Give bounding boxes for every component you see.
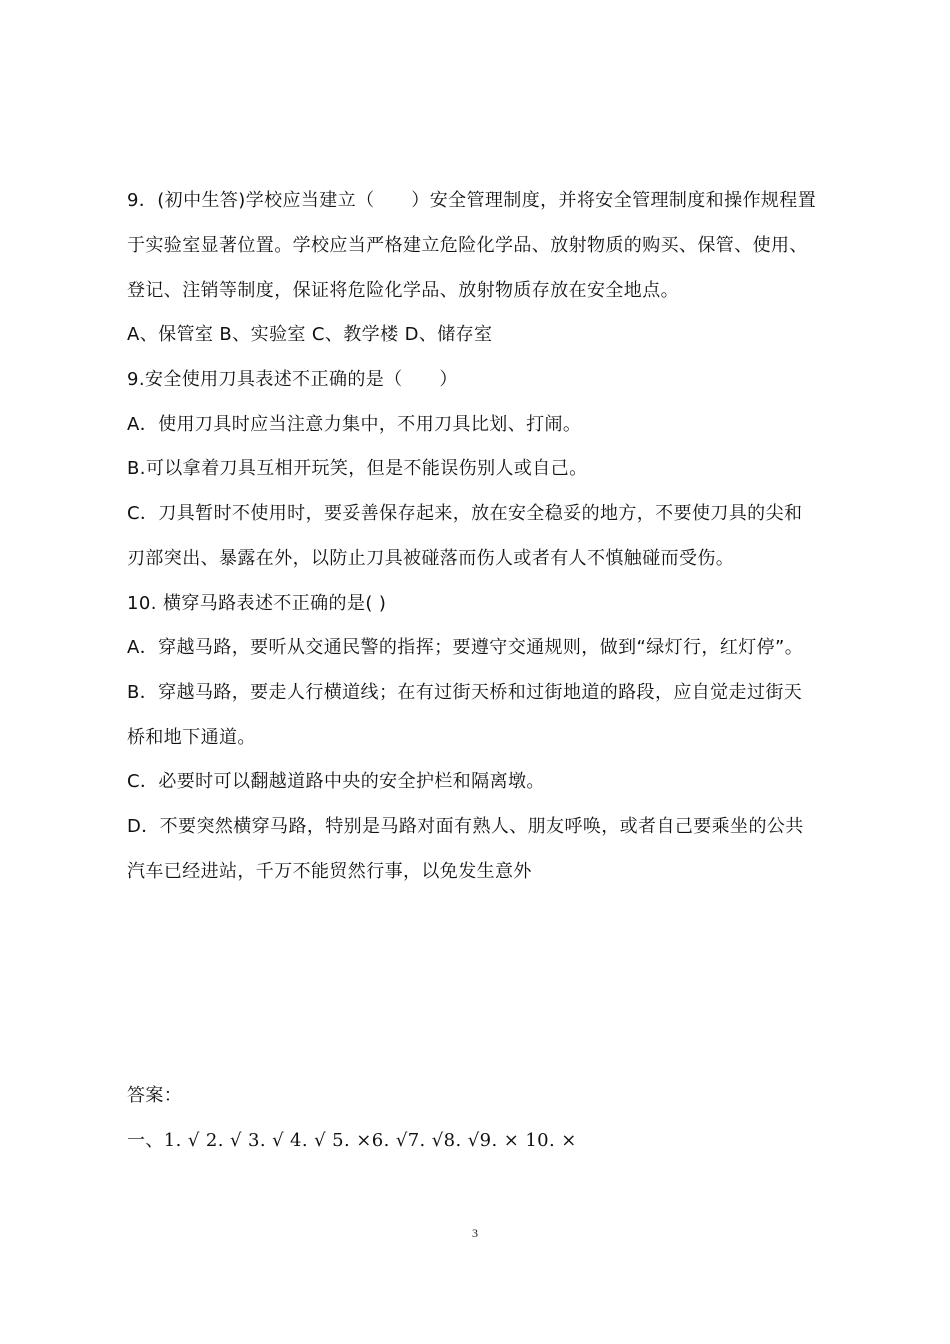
answers-line: 一、1. √ 2. √ 3. √ 4. √ 5. ×6. √7. √8. √9. × 10. × [127,1130,577,1151]
question-9b-option-a: A．使用刀具时应当注意力集中，不用刀具比划、打闹。 [127,414,582,435]
question-9a-line-1: 9．(初中生答)学校应当建立（ ）安全管理制度，并将安全管理制度和操作规程置 [127,190,817,211]
answers-heading: 答案： [127,1085,183,1106]
page-number: 3 [472,1226,478,1240]
question-10-option-d-line-1: D．不要突然横穿马路，特别是马路对面有熟人、朋友呼唤，或者自己要乘坐的公共 [127,816,804,837]
question-9a-line-2: 于实验室显著位置。学校应当严格建立危险化学品、放射物质的购买、保管、使用、 [127,235,808,256]
question-9a-options: A、保管室 B、实验室 C、教学楼 D、储存室 [127,324,493,345]
question-10-option-a: A．穿越马路，要听从交通民警的指挥；要遵守交通规则，做到“绿灯行，红灯停”。 [127,637,804,658]
question-10-option-b-line-1: B．穿越马路，要走人行横道线；在有过街天桥和过街地道的路段，应自觉走过街天 [127,682,803,703]
question-9b-stem: 9.安全使用刀具表述不正确的是（ ） [127,369,458,390]
question-10-option-b-line-2: 桥和地下通道。 [127,727,256,748]
question-9b-option-c-line-2: 刃部突出、暴露在外，以防止刀具被碰落而伤人或者有人不慎触碰而受伤。 [127,548,735,569]
question-10-stem: 10. 横穿马路表述不正确的是( ) [127,593,387,614]
question-9b-option-b: B.可以拿着刀具互相开玩笑，但是不能误伤别人或自己。 [127,458,588,479]
question-10-option-d-line-2: 汽车已经进站，千万不能贸然行事，以免发生意外 [127,861,532,882]
question-9a-line-3: 登记、注销等制度，保证将危险化学品、放射物质存放在安全地点。 [127,280,679,301]
question-9b-option-c-line-1: C．刀具暂时不使用时，要妥善保存起来，放在安全稳妥的地方，不要使刀具的尖和 [127,503,803,524]
question-10-option-c: C．必要时可以翻越道路中央的安全护栏和隔离墩。 [127,771,545,792]
